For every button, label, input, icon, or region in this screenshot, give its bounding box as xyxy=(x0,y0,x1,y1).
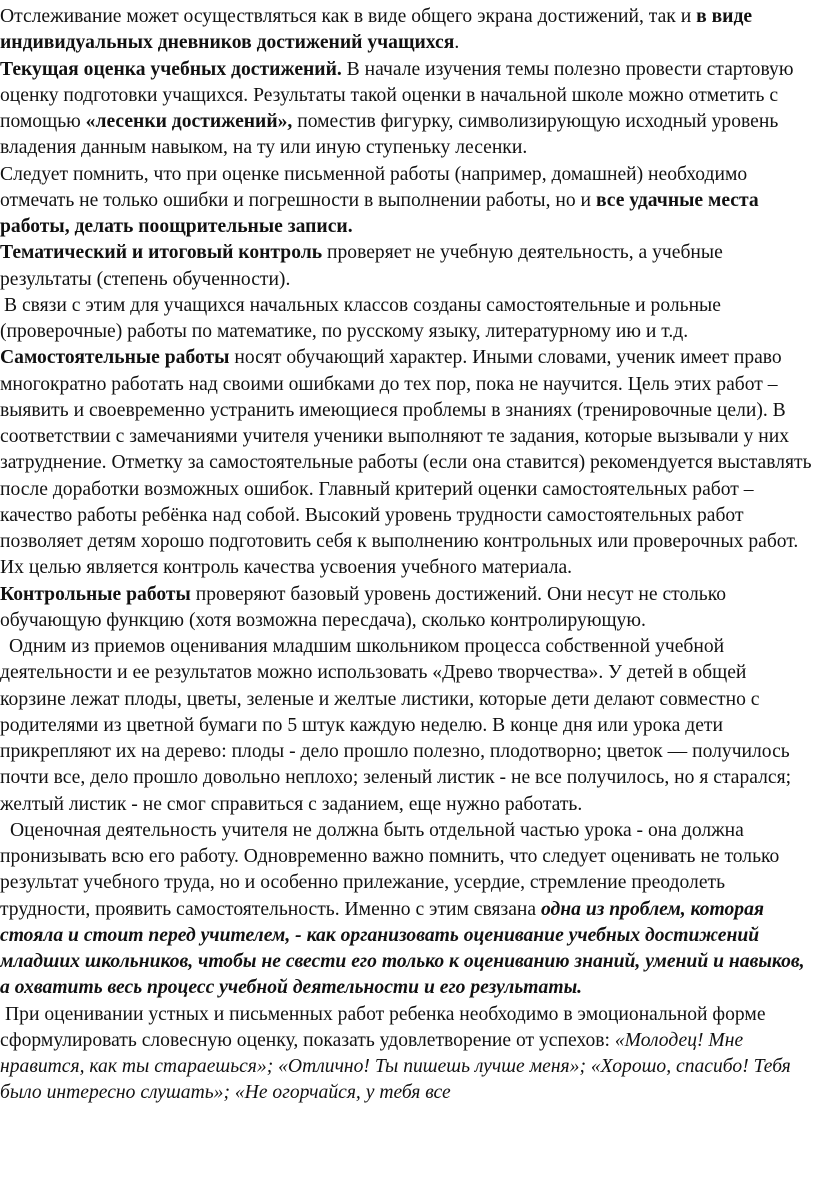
bold-text: «лесенки достижений», xyxy=(85,111,293,132)
text: При оценивании устных и письменных работ ребенка необходимо в эмоциональной форме сформулировать словесную оценку, показать удовлетворение от успехов: xyxy=(0,1003,766,1051)
italic-quotes: «Молодец! Мне нравится, как ты стараешься»; «Отлично! Ты пишешь лучше меня»; «Хорошо, спасибо! Тебя было интересно слушать»; «Не огорчайся, у тебя все xyxy=(0,1029,791,1104)
text: Одним из приемов оценивания младшим школьником процесса собственной учебной деятельности и ее результатов можно использовать «Древо творчества». У детей в общей корзине лежат плоды, цветы, зеленые и желтые листики, которые дети делают совместно с родителями из цветной бумаги по 5 штук каждую неделю. В конце дня или урока дети прикрепляют их на дерево: плоды - дело прошло полезно, плодотворно; цветок — получилось почти все, дело прошло довольно неплохо; зеленый листик - не все получилось, но я старался; желтый листик - не смог справиться с заданием, еще нужно работать. xyxy=(0,636,792,815)
paragraph-independent-work xyxy=(0,345,812,581)
paragraph-thematic-control xyxy=(0,240,812,293)
section-heading-control-work: Контрольные работы xyxy=(0,583,191,605)
section-heading-independent-work: Самостоятельные работы xyxy=(0,347,230,369)
paragraph-teacher-evaluation xyxy=(0,818,812,1002)
section-heading-thematic-control: Тематический и итоговый контроль xyxy=(0,242,323,264)
paragraph-control-work xyxy=(0,582,812,635)
text: В начале изучения темы полезно провести стартовую оценку подготовки учащихся. Результаты такой оценки в начальной школе можно отметить с помощью xyxy=(0,58,794,132)
paragraph-current-assessment xyxy=(0,57,812,162)
text: Следует помнить, что при оценке письменной работы (например, домашней) необходимо отмечать не только ошибки и погрешности в выполнении работы, но и xyxy=(0,163,748,211)
paragraph-written-work xyxy=(0,162,812,241)
text: Отслеживание может осуществляться как в виде общего экрана достижений, так и xyxy=(0,6,697,27)
paragraph-tree-of-creativity xyxy=(0,634,812,818)
paragraph-verbal-evaluation xyxy=(0,1002,812,1107)
text: поместив фигурку, символизирующую исходный уровень владения данным навыком, на ту или иную ступеньку лесенки. xyxy=(0,111,779,159)
text: . xyxy=(454,32,460,54)
bold-italic-text: одна из проблем, которая стояла и стоит перед учителем, - как организовать оценивание учебных достижений младших школьников, чтобы не свести его только к оцениванию знаний, умений и навыков, а охватить весь процесс учебной деятельности и его результаты. xyxy=(0,898,805,999)
paragraph-tracking xyxy=(0,4,812,57)
paragraph-works xyxy=(0,293,812,346)
text: проверяет не учебную деятельность, а учебные результаты (степень обученности). xyxy=(0,242,723,290)
text: носят обучающий характер. Иными словами, ученик имеет право многократно работать над своими ошибками до тех пор, пока не научится. Цель этих работ – выявить и своевременно устранить имеющиеся проблемы в знаниях (тренировочные цели). В соответствии с замечаниями учителя ученики выполняют те задания, которые вызывали у них затруднение. Отметку за самостоятельные работы (если она ставится) рекомендуется выставлять после доработки возможных ошибок. Главный критерий оценки самостоятельных работ – качество работы ребёнка над собой. Высокий уровень трудности самостоятельных работ позволяет детям хорошо подготовить себя к выполнению контрольных или проверочных работ. Их целью является контроль качества усвоения учебного материала. xyxy=(0,347,812,579)
section-heading-current-assessment: Текущая оценка учебных достижений. xyxy=(0,58,342,80)
text: В связи с этим для учащихся начальных классов созданы самостоятельные и рольные (проверочные) работы по математике, по русскому языку, литературному ию и т.д. xyxy=(0,294,721,342)
text: Оценочная деятельность учителя не должна быть отдельной частью урока - она должна пронизывать всю его работу. Одновременно важно помнить, что следует оценивать не только результат учебного труда, но и особенно прилежание, усердие, стремление преодолеть трудности, проявить самостоятельность. Именно с этим связана xyxy=(0,819,780,920)
bold-text: все удачные места работы, делать поощрительные записи. xyxy=(0,189,759,237)
text: проверяют базовый уровень достижений. Они несут не столько обучающую функцию (хотя возможна пересдача), сколько контролирующую. xyxy=(0,583,727,631)
bold-text: в виде индивидуальных дневников достижений учащихся xyxy=(0,6,753,54)
